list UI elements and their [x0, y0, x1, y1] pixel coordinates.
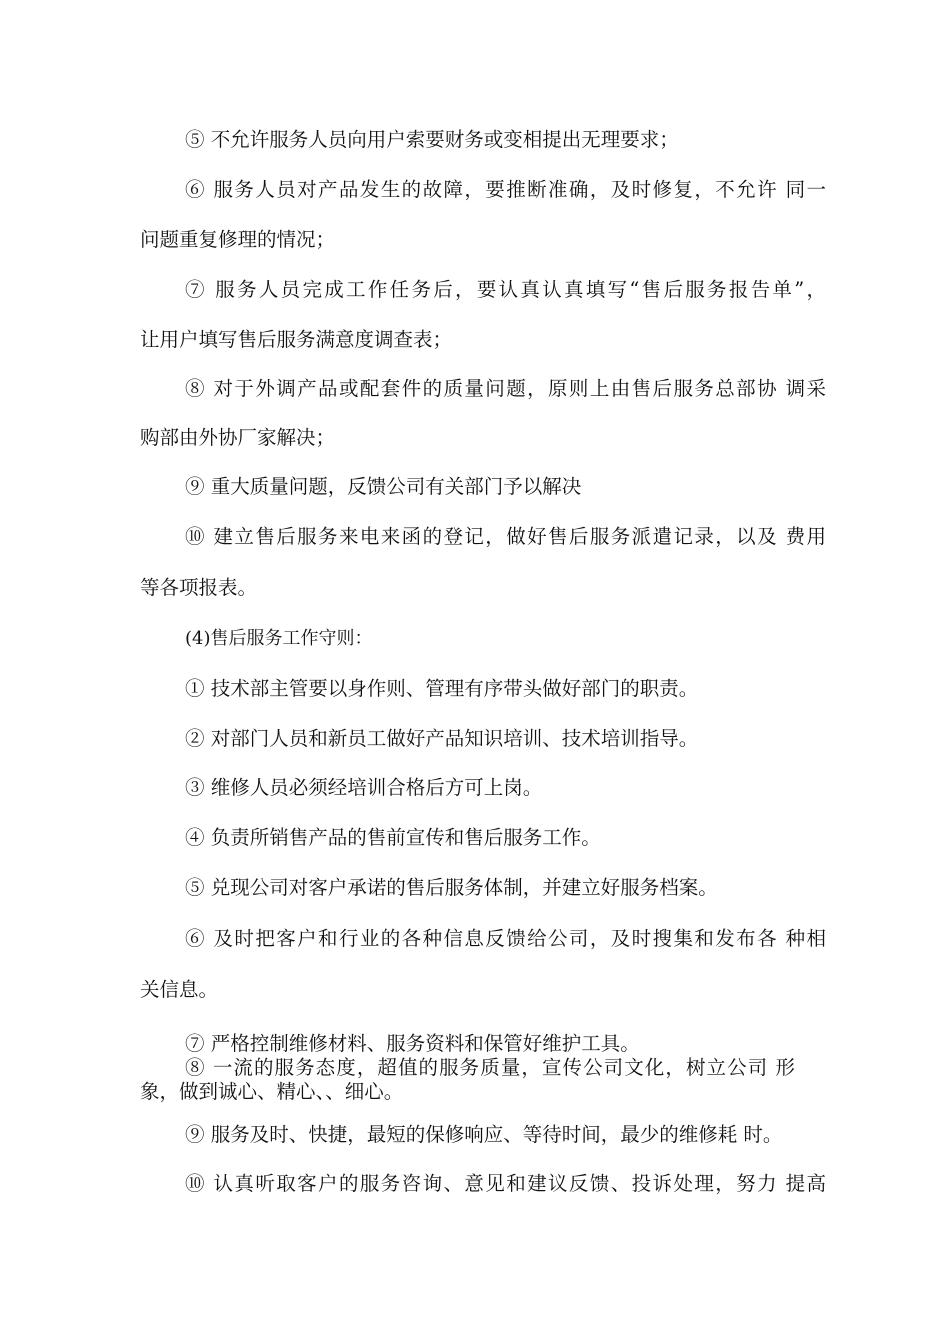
list-item: ⑦ 严格控制维修材料、服务资料和保管好维护工具。	[185, 1032, 640, 1055]
list-item: ⑤ 兑现公司对客户承诺的售后服务体制，并建立好服务档案。	[185, 876, 718, 899]
paragraph-line: ⑥ 服务人员对产品发生的故障，要推断准确，及时修复，不允许 同一	[185, 178, 826, 201]
paragraph-line: 购部由外协厂家解决；	[140, 426, 336, 449]
list-item-continuation: 关信息。	[140, 978, 219, 1001]
list-item: ⑧ 一流的服务态度，超值的服务质量，宣传公司文化，树立公司 形	[185, 1056, 795, 1079]
paragraph-line: 问题重复修理的情况；	[140, 228, 336, 251]
paragraph-line: ⑧ 对于外调产品或配套件的质量问题，原则上由售后服务总部协 调采	[185, 377, 826, 400]
section-heading: (4)售后服务工作守则：	[185, 628, 373, 649]
paragraph-line: ⑤ 不允许服务人员向用户索要财务或变相提出无理要求；	[185, 128, 679, 151]
list-item: ① 技术部主管要以身作则、管理有序带头做好部门的职责。	[185, 677, 699, 700]
paragraph-line: ⑨ 重大质量问题，反馈公司有关部门予以解决	[185, 475, 582, 498]
list-item: ⑥ 及时把客户和行业的各种信息反馈给公司，及时搜集和发布各 种相	[185, 927, 826, 950]
list-item: ⑩ 认真听取客户的服务咨询、意见和建议反馈、投诉处理，努力 提高	[185, 1172, 826, 1195]
list-item: ③ 维修人员必须经培训合格后方可上岗。	[185, 776, 543, 799]
paragraph-line: 让用户填写售后服务满意度调查表；	[140, 328, 453, 351]
paragraph-line: ⑦ 服务人员完成工作任务后，要认真认真填写“售后服务报告单”，	[185, 278, 826, 301]
paragraph-line: 等各项报表。	[140, 576, 258, 599]
list-item: ④ 负责所销售产品的售前宣传和售后服务工作。	[185, 826, 601, 849]
list-item-continuation: 象，做到诚心、精心、、细心。	[140, 1080, 404, 1103]
list-item: ② 对部门人员和新员工做好产品知识培训、技术培训指导。	[185, 727, 699, 750]
list-item: ⑨ 服务及时、快捷，最短的保修响应、等待时间，最少的维修耗 时。	[185, 1123, 783, 1146]
paragraph-line: ⑩ 建立售后服务来电来函的登记，做好售后服务派遣记录，以及 费用	[185, 525, 826, 548]
